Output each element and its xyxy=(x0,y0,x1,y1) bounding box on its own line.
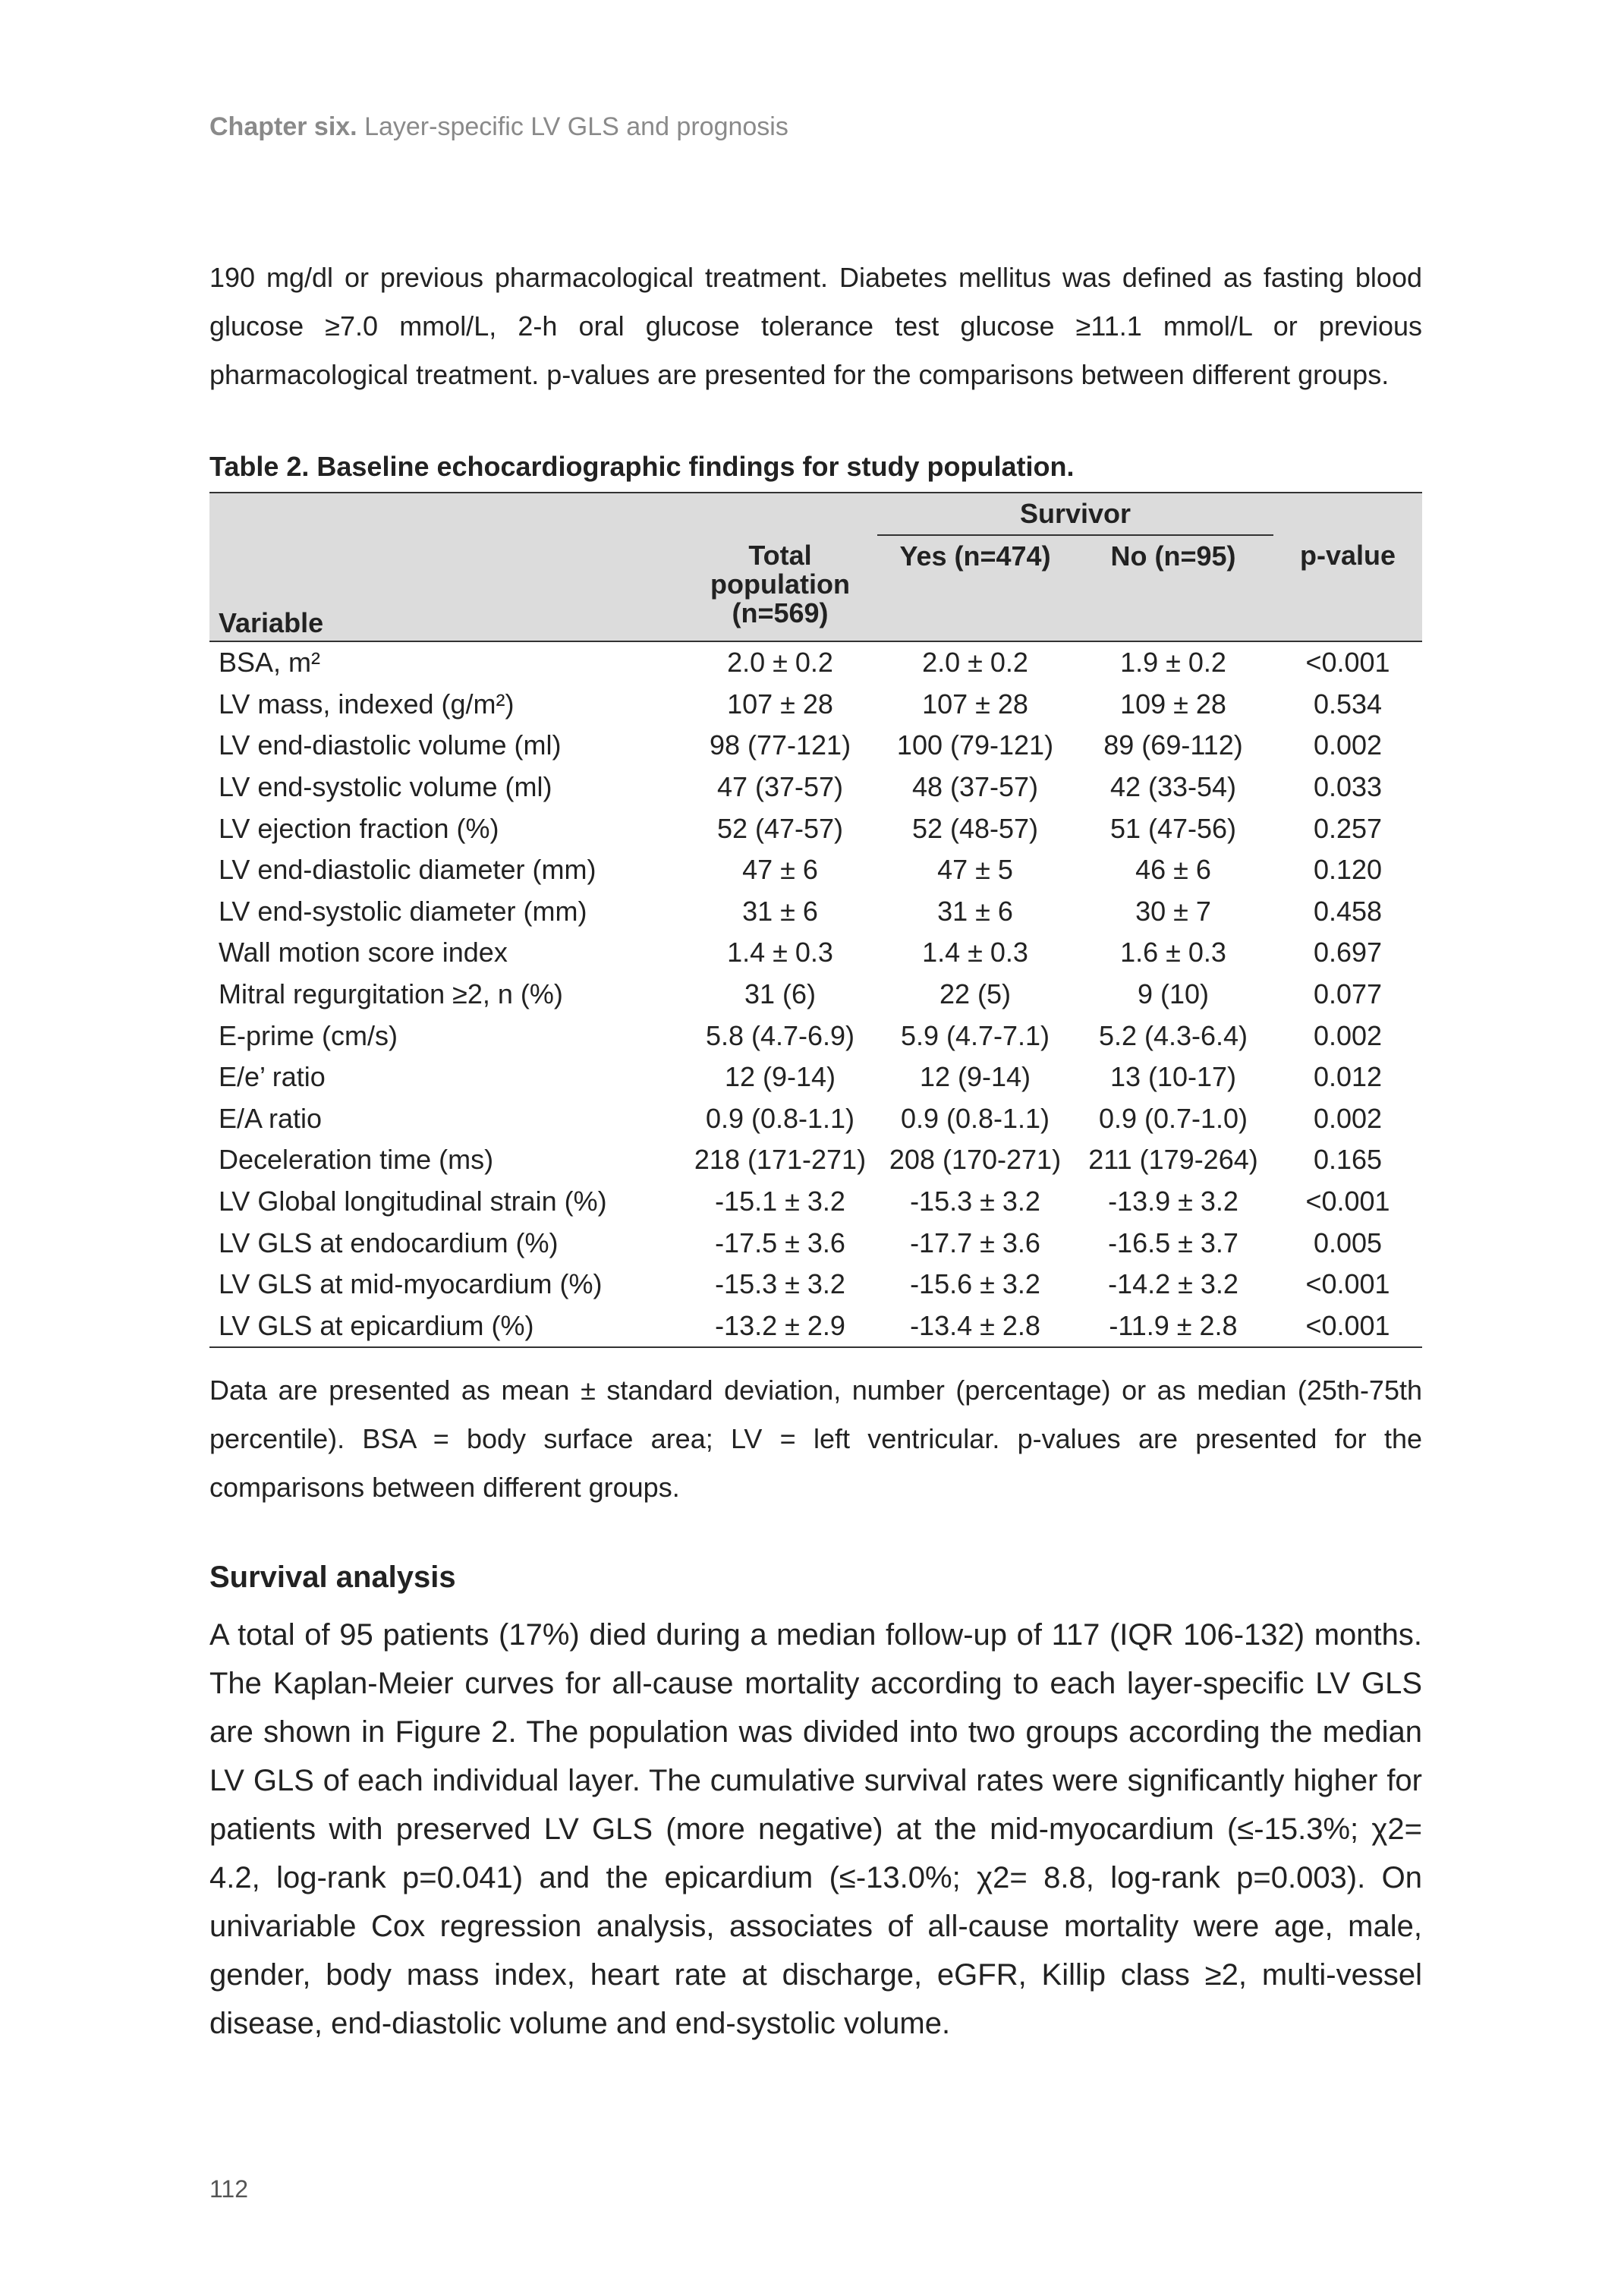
cell-pvalue: 0.002 xyxy=(1313,1102,1383,1134)
cell-no: 9 (10) xyxy=(1137,978,1210,1010)
row-variable: LV GLS at epicardium (%) xyxy=(209,1305,683,1348)
table-row xyxy=(209,891,1422,933)
table-row xyxy=(209,849,1422,891)
cell-no: 46 ± 6 xyxy=(1135,854,1211,886)
cell-yes: 2.0 ± 0.2 xyxy=(922,647,1028,679)
cell-no: -14.2 ± 3.2 xyxy=(1108,1268,1238,1300)
cell-pvalue: 0.012 xyxy=(1313,1061,1383,1093)
chapter-label: Chapter six. xyxy=(209,112,357,141)
cell-yes: 107 ± 28 xyxy=(922,688,1028,720)
cell-total: 47 (37-57) xyxy=(716,771,844,803)
section-paragraph: A total of 95 patients (17%) died during a median follow-up of 117 (IQR 106-132) months. The Kaplan-Meier curves for all-cause mortality according to each layer-specific LV GLS are shown in Figure 2. The population was divided into two groups according the median LV GLS of each individual layer. The cumulative survival rates were significantly higher for patients with preserved LV GLS (more negative) at the mid-myocardium (≤-15.3%; χ2= 4.2, log-rank p=0.041) and the epicardium (≤-13.0%; χ2= 8.8, log-rank p=0.003). On univariable Cox regression analysis, associates of all-cause mortality were age, male, gender, body mass index, heart rate at discharge, eGFR, Killip class ≥2, multi-vessel disease, end-diastolic volume and end-systolic volume. xyxy=(209,1618,1422,2040)
cell-pvalue: <0.001 xyxy=(1273,1305,1422,1348)
cell-no: 30 ± 7 xyxy=(1135,895,1211,927)
cell-total: 218 (171-271) xyxy=(694,1144,867,1176)
cell-no: 13 (10-17) xyxy=(1109,1061,1237,1093)
table-row xyxy=(209,808,1422,849)
row-variable: LV end-systolic volume (ml) xyxy=(219,771,552,803)
cell-yes: 1.4 ± 0.3 xyxy=(922,937,1028,968)
table-row xyxy=(209,684,1422,726)
table-row xyxy=(209,767,1422,808)
row-variable: E/A ratio xyxy=(219,1102,323,1134)
col-header-variable: Variable xyxy=(209,535,683,641)
cell-no: 5.2 (4.3-6.4) xyxy=(1098,1019,1248,1051)
cell-pvalue: <0.001 xyxy=(1305,1186,1390,1217)
cell-yes: 208 (170-271) xyxy=(889,1144,1062,1176)
cell-yes: -13.4 ± 2.8 xyxy=(877,1305,1073,1348)
survivor-group-header: Survivor xyxy=(877,493,1273,535)
table-row xyxy=(209,1181,1422,1223)
cell-no: 211 (179-264) xyxy=(1088,1144,1258,1176)
cell-total: 2.0 ± 0.2 xyxy=(727,647,833,679)
cell-yes: 5.9 (4.7-7.1) xyxy=(900,1019,1050,1051)
section-heading: Survival analysis xyxy=(209,1561,456,1594)
cell-total: 31 (6) xyxy=(744,978,817,1010)
cell-no: 1.6 ± 0.3 xyxy=(1120,937,1226,968)
cell-yes: 52 (48-57) xyxy=(911,812,1039,844)
row-variable: LV mass, indexed (g/m²) xyxy=(219,688,515,720)
cell-pvalue: 0.002 xyxy=(1313,729,1383,761)
table-row xyxy=(209,725,1422,767)
table-row xyxy=(209,1222,1422,1264)
cell-total: -15.1 ± 3.2 xyxy=(715,1186,845,1217)
row-variable: LV end-systolic diameter (mm) xyxy=(219,895,587,927)
chapter-title: Layer-specific LV GLS and prognosis xyxy=(364,112,788,141)
page-number: 112 xyxy=(209,2175,249,2203)
col-header-no: No (n=95) xyxy=(1073,535,1273,641)
row-variable: Wall motion score index xyxy=(219,937,508,968)
running-head xyxy=(209,112,788,142)
cell-pvalue: 0.120 xyxy=(1313,854,1383,886)
cell-no: 1.9 ± 0.2 xyxy=(1120,647,1226,679)
echo-findings-table xyxy=(209,492,1422,1348)
cell-total: 98 (77-121) xyxy=(709,729,851,761)
cell-pvalue: 0.033 xyxy=(1313,771,1383,803)
table-footnote: Data are presented as mean ± standard deviation, number (percentage) or as median (25th-75th percentile). BSA = body surface area; LV = left ventricular. p-values are presented for the comparisons between different groups. xyxy=(209,1375,1422,1503)
cell-total: 31 ± 6 xyxy=(742,895,818,927)
table-row xyxy=(209,1057,1422,1098)
table-row xyxy=(209,1139,1422,1181)
cell-no: -16.5 ± 3.7 xyxy=(1108,1227,1238,1258)
cell-total: 107 ± 28 xyxy=(727,688,833,720)
cell-total: -17.5 ± 3.6 xyxy=(715,1227,845,1258)
cell-no: -11.9 ± 2.8 xyxy=(1073,1305,1273,1348)
row-variable: Deceleration time (ms) xyxy=(219,1144,494,1176)
cell-pvalue: 0.458 xyxy=(1313,895,1383,927)
row-variable: LV end-diastolic diameter (mm) xyxy=(219,854,596,886)
cell-total: 0.9 (0.8-1.1) xyxy=(705,1102,855,1134)
cell-pvalue: 0.002 xyxy=(1313,1019,1383,1051)
table-row xyxy=(209,974,1422,1016)
cell-pvalue: 0.697 xyxy=(1313,937,1383,968)
table-row xyxy=(209,1015,1422,1057)
row-variable: LV ejection fraction (%) xyxy=(219,812,499,844)
cell-total: 5.8 (4.7-6.9) xyxy=(705,1019,855,1051)
cell-yes: 100 (79-121) xyxy=(896,729,1054,761)
cell-no: -13.9 ± 3.2 xyxy=(1108,1186,1238,1217)
cell-pvalue: 0.534 xyxy=(1313,688,1383,720)
row-variable: E-prime (cm/s) xyxy=(219,1019,398,1051)
cell-no: 51 (47-56) xyxy=(1109,812,1237,844)
row-variable: Mitral regurgitation ≥2, n (%) xyxy=(219,978,563,1010)
cell-yes: 12 (9-14) xyxy=(919,1061,1031,1093)
intro-paragraph: 190 mg/dl or previous pharmacological treatment. Diabetes mellitus was defined as fasting blood glucose ≥7.0 mmol/L, 2-h oral glucose tolerance test glucose ≥11.1 mmol/L or previous pharmacological treatment. p-values are presented for the comparisons between different groups. xyxy=(209,262,1422,390)
cell-yes: 22 (5) xyxy=(939,978,1012,1010)
cell-yes: -15.3 ± 3.2 xyxy=(910,1186,1040,1217)
cell-no: 0.9 (0.7-1.0) xyxy=(1098,1102,1248,1134)
table-row xyxy=(209,1305,1422,1348)
cell-no: 42 (33-54) xyxy=(1109,771,1237,803)
row-variable: LV Global longitudinal strain (%) xyxy=(219,1186,607,1217)
row-variable: E/e’ ratio xyxy=(219,1061,326,1093)
cell-total: -13.2 ± 2.9 xyxy=(683,1305,877,1348)
cell-total: 47 ± 6 xyxy=(742,854,818,886)
cell-pvalue: <0.001 xyxy=(1305,1268,1390,1300)
cell-total: 12 (9-14) xyxy=(724,1061,836,1093)
col-header-yes: Yes (n=474) xyxy=(877,535,1073,641)
cell-total: 52 (47-57) xyxy=(716,812,844,844)
table-caption: Table 2. Baseline echocardiographic findings for study population. xyxy=(209,451,1075,482)
cell-total: -15.3 ± 3.2 xyxy=(715,1268,845,1300)
cell-yes: 48 (37-57) xyxy=(911,771,1039,803)
row-variable: LV end-diastolic volume (ml) xyxy=(219,729,562,761)
cell-yes: 31 ± 6 xyxy=(937,895,1013,927)
cell-yes: 47 ± 5 xyxy=(937,854,1013,886)
cell-pvalue: <0.001 xyxy=(1305,647,1390,679)
table-row xyxy=(209,641,1422,684)
cell-yes: 0.9 (0.8-1.1) xyxy=(900,1102,1050,1134)
cell-total: 1.4 ± 0.3 xyxy=(727,937,833,968)
row-variable: LV GLS at endocardium (%) xyxy=(219,1227,559,1258)
table-row xyxy=(209,1098,1422,1140)
cell-yes: -15.6 ± 3.2 xyxy=(910,1268,1040,1300)
col-header-pvalue: p-value xyxy=(1273,535,1422,641)
cell-yes: -17.7 ± 3.6 xyxy=(910,1227,1040,1258)
row-variable: BSA, m² xyxy=(219,647,321,679)
row-variable: LV GLS at mid-myocardium (%) xyxy=(219,1268,603,1300)
cell-no: 89 (69-112) xyxy=(1103,729,1243,761)
col-header-total: Total population (n=569) xyxy=(683,535,877,641)
table-row xyxy=(209,932,1422,974)
cell-pvalue: 0.005 xyxy=(1313,1227,1383,1258)
table-row xyxy=(209,1264,1422,1305)
cell-pvalue: 0.077 xyxy=(1313,978,1383,1010)
cell-pvalue: 0.257 xyxy=(1313,812,1383,844)
cell-no: 109 ± 28 xyxy=(1120,688,1226,720)
cell-pvalue: 0.165 xyxy=(1313,1144,1383,1176)
